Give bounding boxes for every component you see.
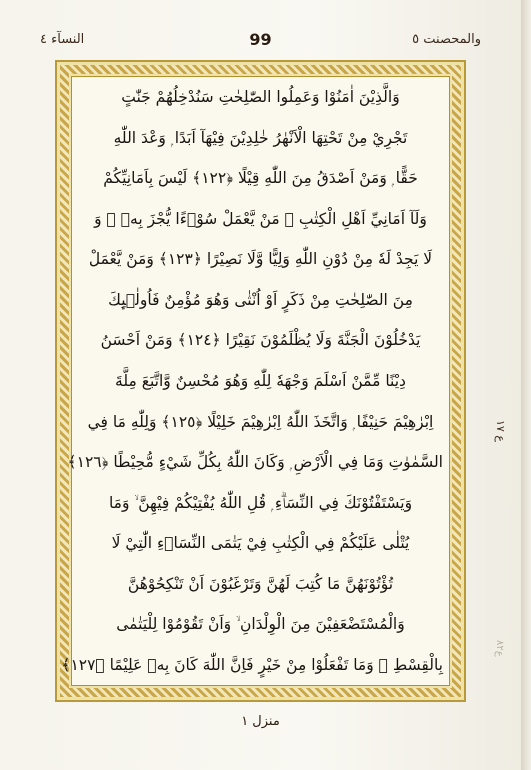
verse-line: وَلَآ اَمَانِيِّ اَهْلِ الْكِتٰبِ ۭ مَنْ يَّعْمَلْ سُوْۗءًا يُّجْزَ بِهٖ ۙ وَ (94, 209, 427, 228)
verse-line: يُتْلٰى عَلَيْكُمْ فِي الْكِتٰبِ فِيْ يَتٰمَى النِّسَاۗءِ الّٰتِيْ لَا (111, 534, 410, 553)
verse-text-block (61, 85, 443, 677)
verse-line: تَجْرِيْ مِنْ تَحْتِهَا الْاَنْهٰرُ خٰلِدِيْنَ فِيْهَآ اَبَدًا ۭ وَعْدَ اللّٰهِ (113, 128, 408, 147)
verse-line: لَا يَجِدْ لَهٗ مِنْ دُوْنِ اللّٰهِ وَلِيًّا وَّلَا نَصِيْرًا ﴿١٢٣﴾ وَمَنْ يَّعْمَلْ (88, 250, 433, 269)
verse-line: السَّمٰوٰتِ وَمَا فِي الْاَرْضِ ۭ وَكَانَ اللّٰهُ بِكُلِّ شَيْءٍ مُّحِيْطًا ﴿١٢٦﴾ (67, 453, 443, 472)
page-header (40, 30, 481, 54)
surah-label: النسآء ٤ (40, 32, 85, 47)
verse-line: بِالْقِسْطِ ۭ وَمَا تَفْعَلُوْا مِنْ خَيْرٍ فَاِنَّ اللّٰهَ كَانَ بِهٖ عَلِيْمًا ﴿١٢٧﴾ (61, 655, 443, 674)
verse-line: وَيَسْتَفْتُوْنَكَ فِي النِّسَاۗءِ ۭ قُلِ اللّٰهُ يُفْتِيْكُمْ فِيْهِنَّ ۙ وَمَا (108, 493, 413, 512)
ruku-marker: ع ١٧ (494, 420, 507, 442)
verse-line: تُؤْتُوْنَهُنَّ مَا كُتِبَ لَهُنَّ وَتَرْغَبُوْنَ اَنْ تَنْكِحُوْهُنَّ (127, 574, 394, 593)
juz-label: والمحصنت ٥ (412, 32, 481, 47)
verse-line: وَالْمُسْتَضْعَفِيْنَ مِنَ الْوِلْدَانِ ۙ وَاَنْ تَقُوْمُوْا لِلْيَتٰمٰى (116, 615, 405, 634)
ornamental-frame (55, 60, 466, 702)
verse-line: يَدْخُلُوْنَ الْجَنَّةَ وَلَا يُظْلَمُوْنَ نَقِيْرًا ﴿١٢٤﴾ وَمَنْ اَحْسَنُ (100, 331, 421, 350)
verse-line: حَقًّا ۭ وَمَنْ اَصْدَقُ مِنَ اللّٰهِ قِيْلًا ﴿١٢٢﴾ لَيْسَ بِاَمَانِيِّكُمْ (103, 169, 418, 188)
verse-line: دِيْنًا مِّمَّنْ اَسْلَمَ وَجْهَهٗ لِلّٰهِ وَهُوَ مُحْسِنٌ وَّاتَّبَعَ مِلَّةَ (115, 371, 406, 390)
verse-line: اِبْرٰهِيْمَ حَنِيْفًا ۭ وَاتَّخَذَ اللّٰهُ اِبْرٰهِيْمَ خَلِيْلًا ﴿١٢٥﴾ وَلِلّٰهِ مَا فِي (87, 412, 434, 431)
faint-margin-marker: ۸۲ع (494, 640, 505, 657)
text-panel (61, 76, 450, 686)
verse-line: وَالَّذِيْنَ اٰمَنُوْا وَعَمِلُوا الصّٰلِحٰتِ سَنُدْخِلُهُمْ جَنّٰتٍ (121, 88, 400, 106)
page-edge (521, 0, 531, 770)
manzil-footer: منزل ١ (241, 714, 280, 729)
page-number: 99 (249, 30, 272, 49)
verse-line: مِنَ الصّٰلِحٰتِ مِنْ ذَكَرٍ اَوْ اُنْثٰى وَهُوَ مُؤْمِنٌ فَاُولٰۗىِٕكَ (108, 290, 413, 309)
